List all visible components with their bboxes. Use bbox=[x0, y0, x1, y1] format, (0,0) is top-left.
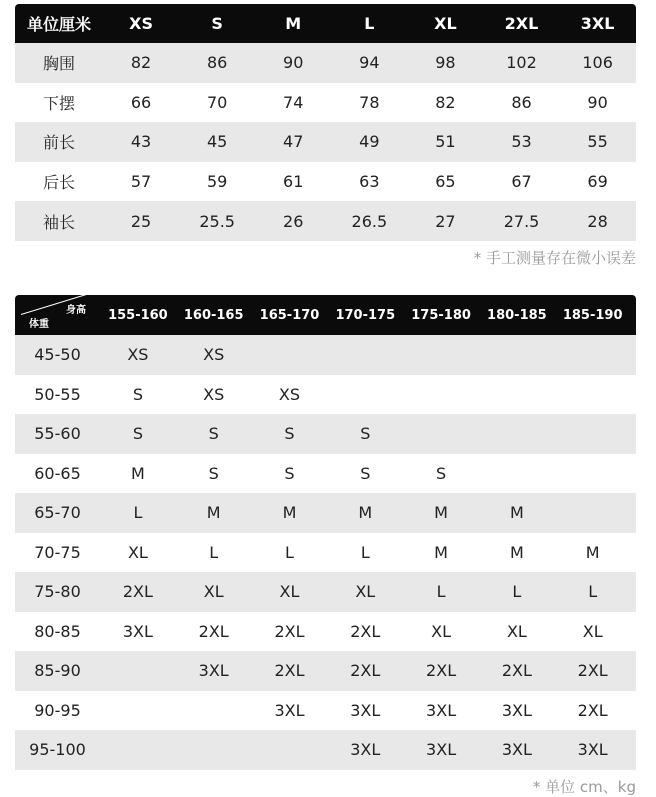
table-cell: 57 bbox=[130, 172, 152, 192]
weight-label: 75-80 bbox=[34, 582, 81, 602]
table-row bbox=[15, 730, 636, 770]
size-cell: 2XL bbox=[274, 661, 305, 681]
size-cell: S bbox=[132, 384, 143, 404]
header-cell: M bbox=[285, 14, 302, 33]
table-cell: 65 bbox=[435, 172, 456, 192]
table-cell: 63 bbox=[359, 172, 380, 192]
height-header-cell: 160-165 bbox=[183, 307, 244, 323]
size-cell: 2XL bbox=[426, 661, 457, 681]
weight-label: 70-75 bbox=[34, 542, 81, 562]
weight-label: 80-85 bbox=[34, 621, 81, 641]
size-cell: 2XL bbox=[198, 621, 229, 641]
size-cell: 2XL bbox=[350, 661, 381, 681]
header-cell: 单位厘米 bbox=[26, 15, 91, 34]
size-cell: 2XL bbox=[122, 582, 153, 602]
size-cell bbox=[252, 730, 328, 770]
table-cell: 51 bbox=[435, 132, 456, 152]
table-cell: 86 bbox=[206, 53, 228, 73]
size-cell bbox=[100, 691, 176, 731]
size-cell bbox=[555, 335, 631, 375]
size-cell: 3XL bbox=[426, 700, 457, 720]
header-cell: L bbox=[364, 14, 375, 33]
table-cell: 82 bbox=[130, 53, 152, 73]
height-header-cell: 180-185 bbox=[487, 307, 547, 323]
table-row bbox=[15, 454, 636, 494]
size-table-header bbox=[15, 4, 636, 43]
size-cell: 3XL bbox=[274, 700, 305, 720]
weight-label: 65-70 bbox=[34, 503, 81, 523]
size-cell: L bbox=[285, 542, 294, 562]
table-cell: 98 bbox=[435, 53, 456, 73]
row-label: 下摆 bbox=[42, 93, 75, 113]
size-cell bbox=[555, 414, 631, 454]
size-cell bbox=[555, 493, 631, 533]
size-cell bbox=[176, 730, 252, 770]
unit-note: * 单位 cm、kg bbox=[532, 778, 636, 796]
size-cell: S bbox=[284, 463, 295, 483]
size-fit-table bbox=[15, 295, 636, 770]
size-cell: M bbox=[358, 503, 373, 523]
height-header-cell: 185-190 bbox=[562, 307, 623, 323]
table-row bbox=[15, 43, 636, 83]
table-cell: 26.5 bbox=[351, 211, 388, 231]
header-cell: 3XL bbox=[580, 14, 615, 33]
table-cell: 61 bbox=[283, 172, 304, 192]
size-cell: 3XL bbox=[501, 740, 532, 760]
size-cell: 3XL bbox=[350, 700, 381, 720]
table-cell: 25.5 bbox=[199, 211, 235, 231]
size-cell: 3XL bbox=[198, 661, 229, 681]
size-cell: M bbox=[509, 503, 524, 523]
size-cell: L bbox=[209, 542, 219, 562]
size-cell: S bbox=[360, 424, 371, 444]
size-cell: S bbox=[284, 424, 295, 444]
table-cell: 86 bbox=[511, 92, 532, 112]
size-cell bbox=[327, 375, 403, 415]
table-cell: 78 bbox=[359, 92, 380, 112]
size-measurement-table bbox=[15, 4, 636, 241]
size-cell bbox=[176, 691, 252, 731]
size-cell: M bbox=[206, 503, 221, 523]
size-cell: XL bbox=[582, 621, 603, 641]
table-row bbox=[15, 162, 636, 202]
size-cell bbox=[403, 335, 479, 375]
size-cell: M bbox=[585, 542, 600, 562]
table-cell: 90 bbox=[283, 53, 304, 73]
weight-label: 95-100 bbox=[29, 740, 86, 760]
size-cell bbox=[100, 651, 176, 691]
table-cell: 82 bbox=[435, 92, 456, 112]
height-header-cell: 155-160 bbox=[108, 307, 168, 323]
table-row bbox=[15, 533, 636, 573]
row-label: 胸围 bbox=[42, 54, 75, 74]
weight-label: 50-55 bbox=[34, 384, 81, 404]
size-cell: S bbox=[208, 463, 219, 483]
fit-table-header bbox=[15, 295, 636, 335]
size-cell bbox=[479, 414, 555, 454]
size-cell: L bbox=[588, 582, 598, 602]
table-cell: 53 bbox=[511, 132, 532, 152]
table-cell: 59 bbox=[206, 172, 228, 192]
table-cell: 49 bbox=[359, 132, 380, 152]
size-cell bbox=[100, 730, 176, 770]
table-cell: 27 bbox=[435, 211, 456, 231]
table-row bbox=[15, 493, 636, 533]
table-cell: 90 bbox=[587, 92, 608, 112]
table-cell: 26 bbox=[283, 211, 304, 231]
table-row bbox=[15, 572, 636, 612]
size-cell: 2XL bbox=[501, 661, 532, 681]
header-cell: XS bbox=[129, 14, 153, 33]
measurement-note: * 手工测量存在微小误差 bbox=[473, 249, 636, 267]
size-cell: S bbox=[436, 463, 447, 483]
table-cell: 27.5 bbox=[503, 211, 540, 231]
size-cell: L bbox=[360, 542, 370, 562]
size-cell: 3XL bbox=[501, 700, 532, 720]
size-cell bbox=[252, 335, 328, 375]
size-cell: M bbox=[282, 503, 297, 523]
table-cell: 66 bbox=[130, 92, 152, 112]
table-cell: 70 bbox=[206, 92, 228, 112]
table-row bbox=[15, 612, 636, 652]
size-cell: 3XL bbox=[350, 740, 381, 760]
size-cell bbox=[327, 335, 403, 375]
header-cell: 2XL bbox=[504, 14, 539, 33]
size-cell: 3XL bbox=[426, 740, 457, 760]
size-cell: M bbox=[509, 542, 524, 562]
height-header-cell: 175-180 bbox=[411, 307, 471, 323]
size-cell: S bbox=[360, 463, 371, 483]
table-cell: 43 bbox=[130, 132, 152, 152]
table-cell: 94 bbox=[359, 53, 380, 73]
table-row bbox=[15, 122, 636, 162]
table-cell: 69 bbox=[587, 172, 608, 192]
header-cell: XL bbox=[434, 14, 457, 33]
size-cell bbox=[555, 454, 631, 494]
table-cell: 45 bbox=[206, 132, 228, 152]
size-cell: 3XL bbox=[577, 740, 608, 760]
size-cell: 2XL bbox=[577, 700, 608, 720]
table-cell: 74 bbox=[283, 92, 304, 112]
table-cell: 25 bbox=[130, 211, 152, 231]
size-cell: 2XL bbox=[274, 621, 305, 641]
size-cell: L bbox=[133, 503, 143, 523]
table-row bbox=[15, 375, 636, 415]
size-cell: M bbox=[130, 463, 145, 483]
size-cell: 2XL bbox=[350, 621, 381, 641]
size-cell bbox=[403, 375, 479, 415]
weight-label: 90-95 bbox=[34, 700, 81, 720]
table-row bbox=[15, 83, 636, 123]
size-cell: L bbox=[512, 582, 522, 602]
table-cell: 102 bbox=[506, 53, 537, 73]
size-cell bbox=[479, 375, 555, 415]
size-cell: XL bbox=[279, 582, 300, 602]
table-cell: 67 bbox=[511, 172, 532, 192]
table-cell: 55 bbox=[587, 132, 608, 152]
size-cell: XS bbox=[203, 384, 225, 404]
table-row bbox=[15, 201, 636, 241]
row-label: 前长 bbox=[42, 133, 75, 153]
size-cell: S bbox=[132, 424, 143, 444]
size-cell bbox=[403, 414, 479, 454]
row-label: 后长 bbox=[42, 173, 75, 193]
size-cell: XL bbox=[506, 621, 527, 641]
size-cell: XS bbox=[203, 345, 225, 365]
row-label: 袖长 bbox=[42, 212, 75, 232]
size-cell bbox=[555, 375, 631, 415]
size-cell: XS bbox=[127, 345, 149, 365]
weight-label: 60-65 bbox=[34, 463, 81, 483]
size-cell: XS bbox=[278, 384, 301, 404]
weight-label: 85-90 bbox=[34, 661, 81, 681]
corner-height-label: 身高 bbox=[66, 305, 86, 316]
weight-label: 45-50 bbox=[34, 345, 81, 365]
size-cell: L bbox=[436, 582, 446, 602]
height-header-cell: 165-170 bbox=[259, 307, 320, 323]
size-cell: 2XL bbox=[577, 661, 608, 681]
table-cell: 47 bbox=[283, 132, 304, 152]
corner-cell bbox=[15, 295, 100, 335]
size-cell bbox=[479, 454, 555, 494]
size-cell: XL bbox=[203, 582, 224, 602]
size-cell bbox=[479, 335, 555, 375]
table-row bbox=[15, 651, 636, 691]
size-cell: M bbox=[434, 542, 448, 562]
size-cell: M bbox=[434, 503, 448, 523]
weight-label: 55-60 bbox=[34, 424, 81, 444]
size-cell: 3XL bbox=[122, 621, 153, 641]
size-cell: XL bbox=[431, 621, 452, 641]
table-row bbox=[15, 414, 636, 454]
height-header-cell: 170-175 bbox=[335, 307, 396, 323]
size-cell: XL bbox=[127, 542, 148, 562]
table-cell: 28 bbox=[587, 211, 608, 231]
table-row bbox=[15, 335, 636, 375]
size-cell: S bbox=[208, 424, 219, 444]
table-row bbox=[15, 691, 636, 731]
header-cell: S bbox=[211, 14, 223, 33]
size-cell: XL bbox=[355, 582, 376, 602]
corner-weight-label: 体重 bbox=[29, 319, 49, 330]
table-cell: 106 bbox=[582, 53, 613, 73]
